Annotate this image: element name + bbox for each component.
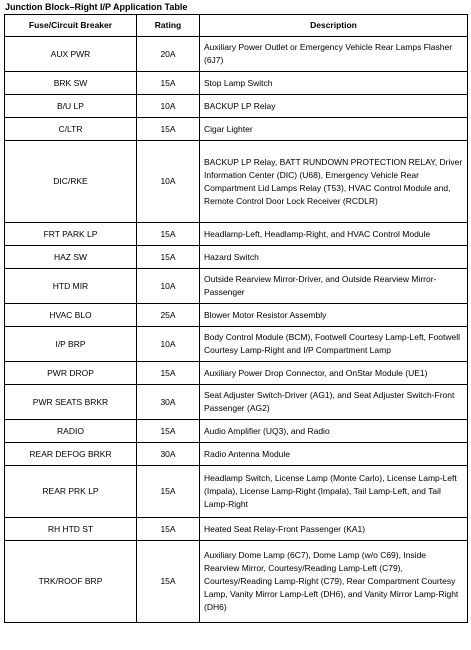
rating-cell: 10A [137, 327, 200, 362]
table-row [5, 118, 468, 141]
rating-cell: 15A [137, 541, 200, 623]
description-cell: BACKUP LP Relay, BATT RUNDOWN PROTECTION RELAY, Driver Information Center (DIC) (U68), Emergency Vehicle Rear Compartment Lid Lamps Relay (T53), HVAC Control Module and, Remote Control Door Lock Receiver (RCDLR) [200, 141, 468, 223]
rating-cell: 15A [137, 518, 200, 541]
rating-cell: 25A [137, 304, 200, 327]
rating-cell: 10A [137, 95, 200, 118]
fuse-name-cell: REAR DEFOG BRKR [5, 443, 137, 466]
fuse-name-cell: HAZ SW [5, 246, 137, 269]
description-cell: Hazard Switch [200, 246, 468, 269]
fuse-name-cell: C/LTR [5, 118, 137, 141]
description-cell: Heated Seat Relay-Front Passenger (KA1) [200, 518, 468, 541]
description-cell: BACKUP LP Relay [200, 95, 468, 118]
description-cell: Auxiliary Power Outlet or Emergency Vehicle Rear Lamps Flasher (6J7) [200, 37, 468, 72]
table-row [5, 37, 468, 72]
fuse-application-table [4, 14, 468, 623]
fuse-name-cell: HTD MIR [5, 269, 137, 304]
description-cell: Seat Adjuster Switch-Driver (AG1), and Seat Adjuster Switch-Front Passenger (AG2) [200, 385, 468, 420]
column-header-fuse: Fuse/Circuit Breaker [5, 15, 137, 37]
description-cell: Outside Rearview Mirror-Driver, and Outside Rearview Mirror-Passenger [200, 269, 468, 304]
rating-cell: 10A [137, 141, 200, 223]
table-row [5, 95, 468, 118]
fuse-name-cell: AUX PWR [5, 37, 137, 72]
fuse-name-cell: I/P BRP [5, 327, 137, 362]
fuse-name-cell: RADIO [5, 420, 137, 443]
description-cell: Blower Motor Resistor Assembly [200, 304, 468, 327]
table-row [5, 327, 468, 362]
rating-cell: 15A [137, 223, 200, 246]
rating-cell: 15A [137, 466, 200, 518]
rating-cell: 15A [137, 118, 200, 141]
fuse-name-cell: TRK/ROOF BRP [5, 541, 137, 623]
table-row [5, 304, 468, 327]
column-header-description: Description [200, 15, 468, 37]
page-title: Junction Block–Right I/P Application Table [5, 2, 188, 12]
description-cell: Body Control Module (BCM), Footwell Courtesy Lamp-Left, Footwell Courtesy Lamp-Right and I/P Compartment Lamp [200, 327, 468, 362]
description-cell: Auxiliary Power Drop Connector, and OnStar Module (UE1) [200, 362, 468, 385]
fuse-name-cell: FRT PARK LP [5, 223, 137, 246]
table-row [5, 385, 468, 420]
table-row [5, 443, 468, 466]
rating-cell: 15A [137, 72, 200, 95]
fuse-name-cell: B/U LP [5, 95, 137, 118]
rating-cell: 30A [137, 443, 200, 466]
header-row [5, 15, 468, 37]
table-row [5, 223, 468, 246]
table-row [5, 541, 468, 623]
rating-cell: 15A [137, 246, 200, 269]
description-cell: Headlamp Switch, License Lamp (Monte Carlo), License Lamp-Left (Impala), License Lamp-Right (Impala), Tail Lamp-Left, and Tail Lamp-Right [200, 466, 468, 518]
fuse-name-cell: REAR PRK LP [5, 466, 137, 518]
table-row [5, 246, 468, 269]
fuse-name-cell: RH HTD ST [5, 518, 137, 541]
description-cell: Cigar Lighter [200, 118, 468, 141]
table-row [5, 141, 468, 223]
rating-cell: 15A [137, 362, 200, 385]
description-cell: Radio Antenna Module [200, 443, 468, 466]
rating-cell: 30A [137, 385, 200, 420]
table-row [5, 72, 468, 95]
rating-cell: 20A [137, 37, 200, 72]
fuse-name-cell: PWR SEATS BRKR [5, 385, 137, 420]
description-cell: Auxiliary Dome Lamp (6C7), Dome Lamp (w/o C69), Inside Rearview Mirror, Courtesy/Reading Lamp-Left (C79), Courtesy/Reading Lamp-Right (C79), Rear Compartment Courtesy Lamp, Vanity Mirror Lamp-Left (DH6), and Vanity Mirror Lamp-Right (DH6) [200, 541, 468, 623]
description-cell: Stop Lamp Switch [200, 72, 468, 95]
table-row [5, 466, 468, 518]
rating-cell: 15A [137, 420, 200, 443]
table-row [5, 362, 468, 385]
description-cell: Audio Amplifier (UQ3), and Radio [200, 420, 468, 443]
table-row [5, 269, 468, 304]
fuse-name-cell: BRK SW [5, 72, 137, 95]
table-row [5, 420, 468, 443]
fuse-name-cell: HVAC BLO [5, 304, 137, 327]
description-cell: Headlamp-Left, Headlamp-Right, and HVAC Control Module [200, 223, 468, 246]
rating-cell: 10A [137, 269, 200, 304]
fuse-name-cell: PWR DROP [5, 362, 137, 385]
column-header-rating: Rating [137, 15, 200, 37]
table-row [5, 518, 468, 541]
fuse-name-cell: DIC/RKE [5, 141, 137, 223]
